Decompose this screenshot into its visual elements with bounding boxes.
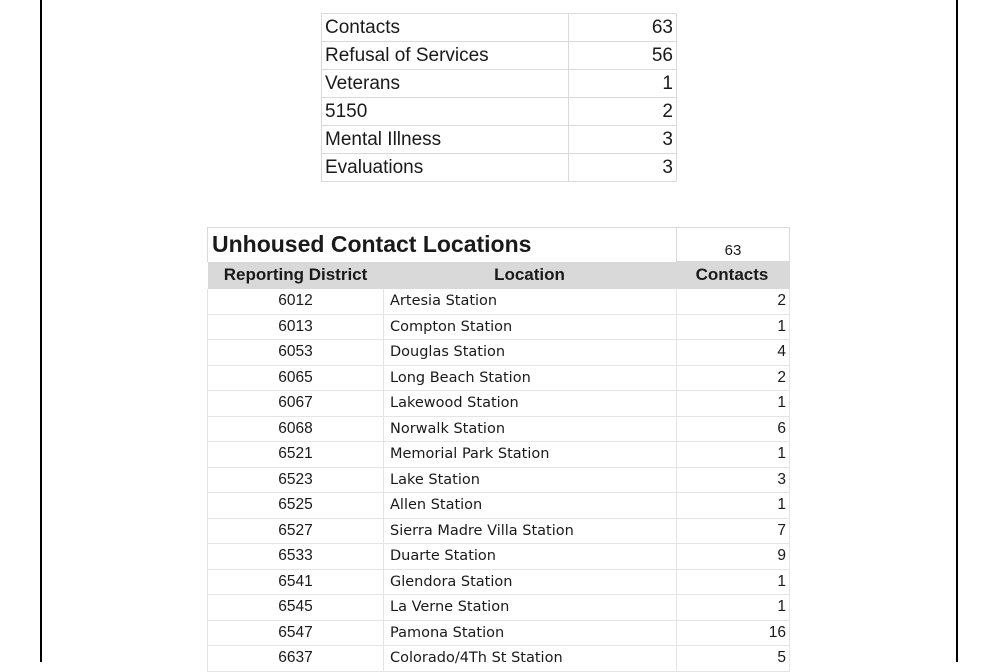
table-row [208,416,790,442]
table-row [208,365,790,391]
row-contacts: 1 [677,314,790,340]
summary-label: Refusal of Services [322,42,569,70]
row-contacts: 9 [677,544,790,570]
table-row [208,391,790,417]
locations-table [207,227,790,672]
row-location: Glendora Station [384,569,677,595]
row-location: Duarte Station [384,544,677,570]
summary-row [322,70,677,98]
row-location: Artesia Station [384,289,677,315]
row-district: 6541 [208,569,384,595]
row-contacts: 1 [677,442,790,468]
header-location: Location [384,262,677,289]
row-district: 6067 [208,391,384,417]
row-contacts: 6 [677,416,790,442]
locations-title: Unhoused Contact Locations [208,228,677,262]
locations-total: 63 [677,228,790,262]
table-row [208,646,790,672]
row-contacts: 1 [677,493,790,519]
row-contacts: 2 [677,289,790,315]
summary-label: 5150 [322,98,569,126]
table-row [208,620,790,646]
summary-value: 1 [569,70,677,98]
row-district: 6013 [208,314,384,340]
summary-table [321,13,677,182]
row-location: La Verne Station [384,595,677,621]
row-district: 6637 [208,646,384,672]
row-district: 6533 [208,544,384,570]
row-contacts: 2 [677,365,790,391]
row-district: 6545 [208,595,384,621]
row-contacts: 1 [677,595,790,621]
table-row [208,289,790,315]
row-location: Pamona Station [384,620,677,646]
row-contacts: 5 [677,646,790,672]
row-location: Allen Station [384,493,677,519]
summary-label: Contacts [322,14,569,42]
summary-row [322,14,677,42]
row-district: 6053 [208,340,384,366]
row-location: Compton Station [384,314,677,340]
row-location: Norwalk Station [384,416,677,442]
table-row [208,340,790,366]
row-location: Douglas Station [384,340,677,366]
table-row [208,518,790,544]
summary-row [322,42,677,70]
table-row [208,595,790,621]
row-location: Sierra Madre Villa Station [384,518,677,544]
row-district: 6525 [208,493,384,519]
summary-label: Evaluations [322,154,569,182]
summary-label: Veterans [322,70,569,98]
table-row [208,314,790,340]
table-row [208,493,790,519]
locations-header-row [208,262,790,289]
row-contacts: 3 [677,467,790,493]
row-contacts: 1 [677,569,790,595]
row-district: 6521 [208,442,384,468]
table-row [208,544,790,570]
summary-value: 63 [569,14,677,42]
row-contacts: 7 [677,518,790,544]
summary-row [322,154,677,182]
table-row [208,467,790,493]
row-contacts: 1 [677,391,790,417]
header-contacts: Contacts [677,262,790,289]
summary-value: 3 [569,126,677,154]
summary-value: 2 [569,98,677,126]
summary-row [322,98,677,126]
row-location: Memorial Park Station [384,442,677,468]
row-district: 6527 [208,518,384,544]
row-contacts: 16 [677,620,790,646]
row-location: Lake Station [384,467,677,493]
table-row [208,442,790,468]
row-district: 6065 [208,365,384,391]
summary-value: 3 [569,154,677,182]
summary-label: Mental Illness [322,126,569,154]
summary-value: 56 [569,42,677,70]
header-district: Reporting District [208,262,384,289]
row-district: 6523 [208,467,384,493]
row-district: 6012 [208,289,384,315]
row-district: 6547 [208,620,384,646]
summary-row [322,126,677,154]
row-location: Colorado/4Th St Station [384,646,677,672]
table-row [208,569,790,595]
row-district: 6068 [208,416,384,442]
row-location: Long Beach Station [384,365,677,391]
row-contacts: 4 [677,340,790,366]
row-location: Lakewood Station [384,391,677,417]
locations-title-row [208,228,790,262]
